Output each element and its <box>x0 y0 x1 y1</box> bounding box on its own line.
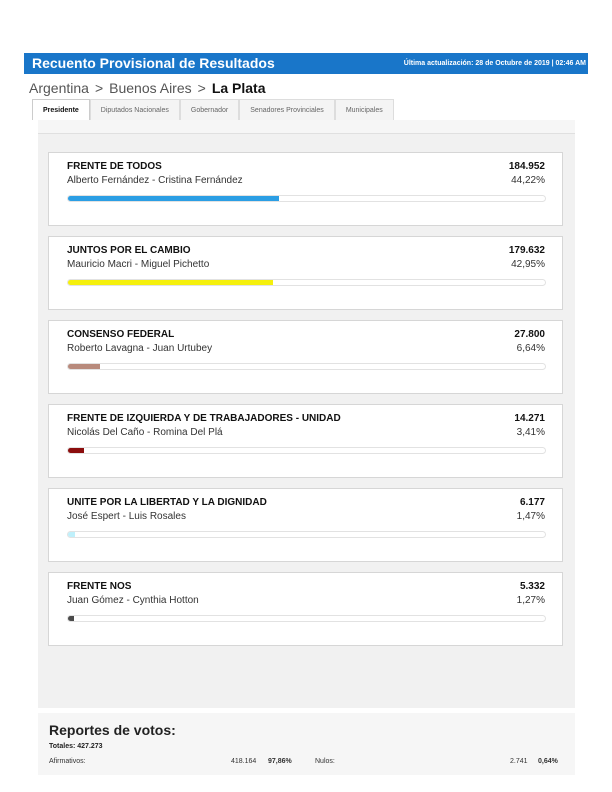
progress-bar <box>67 531 546 538</box>
vote-percent: 6,64% <box>516 343 545 354</box>
progress-bar <box>67 279 546 286</box>
results-header <box>24 53 588 74</box>
vote-count: 14.271 <box>514 413 545 424</box>
progress-fill <box>68 196 279 201</box>
tab-municipales[interactable]: Municipales <box>335 99 394 120</box>
breadcrumb-separator: > <box>94 80 104 96</box>
progress-bar <box>67 363 546 370</box>
result-card <box>48 404 563 478</box>
progress-fill <box>68 364 100 369</box>
vote-count: 27.800 <box>514 329 545 340</box>
vote-percent: 3,41% <box>516 427 545 438</box>
candidates: Alberto Fernández - Cristina Fernández <box>67 175 243 186</box>
progress-fill <box>68 280 273 285</box>
candidates: Mauricio Macri - Miguel Pichetto <box>67 259 210 270</box>
category-tabs <box>32 99 394 120</box>
vote-count: 184.952 <box>508 161 545 172</box>
result-card <box>48 320 563 394</box>
party-name: FRENTE DE IZQUIERDA Y DE TRABAJADORES - UNIDAD <box>67 413 341 424</box>
candidates: Juan Gómez - Cynthia Hotton <box>67 595 199 606</box>
vote-count: 179.632 <box>508 245 545 256</box>
vote-percent: 1,47% <box>516 511 545 522</box>
progress-fill <box>68 616 74 621</box>
vote-count: 6.177 <box>519 497 545 508</box>
null-votes: 2.741 <box>510 758 528 765</box>
affirmative-label: Afirmativos: <box>49 758 86 765</box>
results-panel-top <box>38 120 575 134</box>
party-name: CONSENSO FEDERAL <box>67 329 175 340</box>
candidates: José Espert - Luis Rosales <box>67 511 186 522</box>
last-updated: Última actualización: 28 de Octubre de 2019 | 02:46 AM <box>403 60 586 67</box>
progress-bar <box>67 447 546 454</box>
result-card <box>48 488 563 562</box>
null-label: Nulos: <box>315 758 335 765</box>
breadcrumb-province[interactable]: Buenos Aires <box>109 80 192 96</box>
progress-fill <box>68 448 84 453</box>
party-name: FRENTE NOS <box>67 581 132 592</box>
progress-fill <box>68 532 75 537</box>
tab-diputados-nacionales[interactable]: Diputados Nacionales <box>90 99 180 120</box>
candidates: Roberto Lavagna - Juan Urtubey <box>67 343 213 354</box>
party-name: UNITE POR LA LIBERTAD Y LA DIGNIDAD <box>67 497 267 508</box>
affirmative-percent: 97,86% <box>268 758 292 765</box>
vote-percent: 42,95% <box>511 259 545 270</box>
party-name: JUNTOS POR EL CAMBIO <box>67 245 191 256</box>
tab-presidente[interactable]: Presidente <box>32 99 90 120</box>
vote-count: 5.332 <box>519 581 545 592</box>
party-name: FRENTE DE TODOS <box>67 161 162 172</box>
null-percent: 0,64% <box>538 758 558 765</box>
candidates: Nicolás Del Caño - Romina Del Plá <box>67 427 223 438</box>
total-votes: Totales: 427.273 <box>49 743 103 750</box>
result-card <box>48 572 563 646</box>
tab-gobernador[interactable]: Gobernador <box>180 99 239 120</box>
breadcrumb-separator: > <box>197 80 206 96</box>
result-card <box>48 152 563 226</box>
vote-reports <box>38 713 575 775</box>
breadcrumb <box>29 80 266 96</box>
vote-percent: 44,22% <box>511 175 545 186</box>
progress-bar <box>67 615 546 622</box>
affirmative-votes: 418.164 <box>231 758 257 765</box>
progress-bar <box>67 195 546 202</box>
vote-percent: 1,27% <box>516 595 545 606</box>
result-card <box>48 236 563 310</box>
page-title: Recuento Provisional de Resultados <box>32 55 275 71</box>
breadcrumb-city: La Plata <box>211 80 266 96</box>
reports-title: Reportes de votos: <box>49 722 176 738</box>
breadcrumb-country[interactable]: Argentina <box>29 80 89 96</box>
tab-senadores-provinciales[interactable]: Senadores Provinciales <box>239 99 335 120</box>
